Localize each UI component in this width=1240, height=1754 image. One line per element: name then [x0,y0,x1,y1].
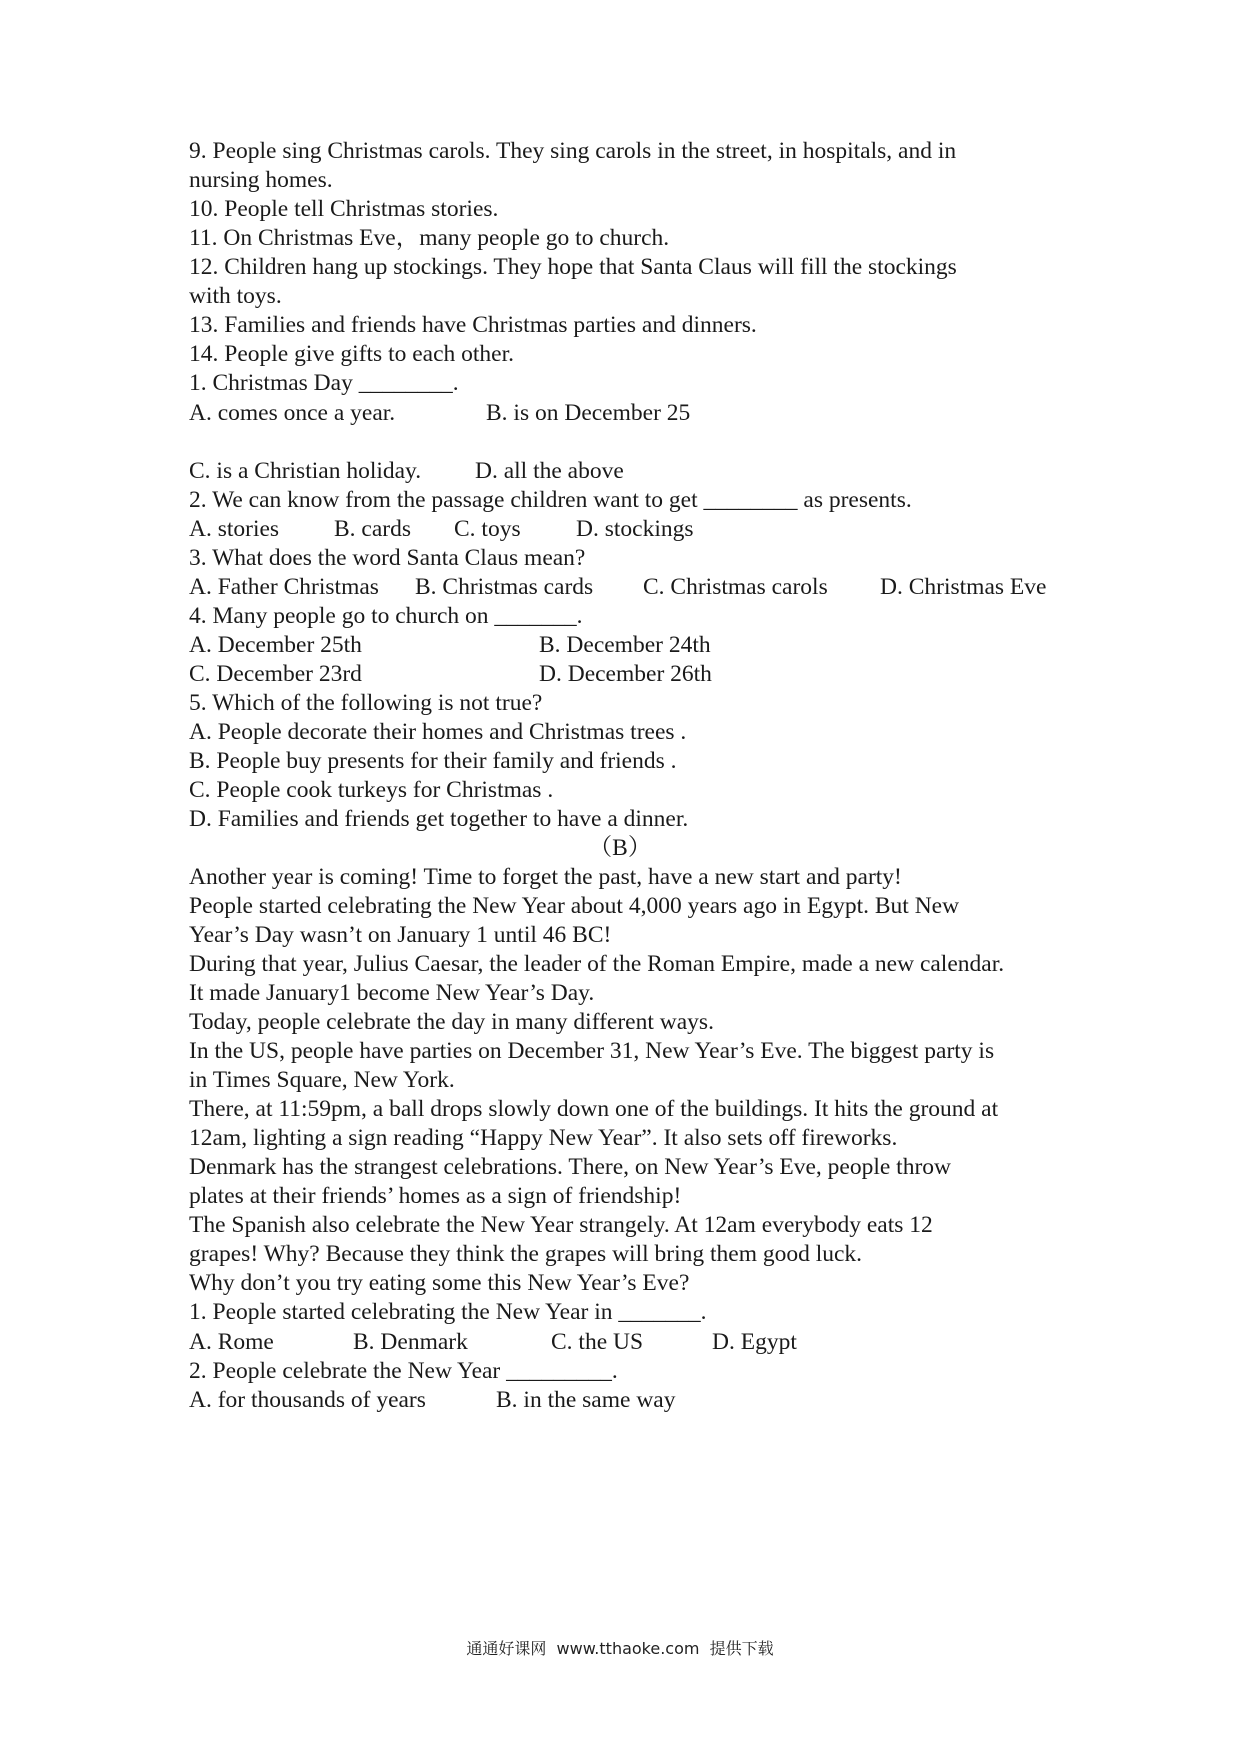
answer-option: A. Rome [189,1329,274,1355]
answer-option: D. Christmas Eve [880,574,1047,600]
passage-b-line: grapes! Why? Because they think the grapes will bring them good luck. [189,1241,863,1267]
question-stem: 5. Which of the following is not true? [189,690,543,716]
passage-b-line: It made January1 become New Year’s Day. [189,980,595,1006]
passage-a-line: 11. On Christmas Eve，many people go to church. [189,225,670,251]
passage-b-line: Today, people celebrate the day in many different ways. [189,1009,714,1035]
answer-option: C. toys [454,516,521,542]
answer-option: B. Christmas cards [415,574,594,600]
question-stem: 1. Christmas Day ________. [189,370,459,396]
answer-option: D. all the above [475,458,624,484]
answer-option: B. Denmark [353,1329,468,1355]
passage-b-line: People started celebrating the New Year about 4,000 years ago in Egypt. But New [189,893,960,919]
passage-a-line: 14. People give gifts to each other. [189,341,515,367]
section-b-heading: （B） [588,835,652,861]
passage-b-line: Year’s Day wasn’t on January 1 until 46 BC! [189,922,612,948]
answer-option: A. December 25th [189,632,362,658]
passage-a-line: 10. People tell Christmas stories. [189,196,499,222]
answer-option: C. Christmas carols [643,574,828,600]
passage-a-line: 9. People sing Christmas carols. They sing carols in the street, in hospitals, and in [189,138,957,164]
answer-option: A. stories [189,516,280,542]
question-stem: 4. Many people go to church on _______. [189,603,583,629]
question-stem: 3. What does the word Santa Claus mean? [189,545,586,571]
answer-option: D. December 26th [539,661,712,687]
answer-option: D. stockings [576,516,694,542]
answer-option: D. Egypt [712,1329,797,1355]
answer-option: B. December 24th [539,632,711,658]
answer-option: B. People buy presents for their family and friends . [189,748,677,774]
answer-option: C. the US [551,1329,644,1355]
passage-b-line: 12am, lighting a sign reading “Happy New Year”. It also sets off fireworks. [189,1125,898,1151]
answer-option: A. comes once a year. [189,400,396,426]
passage-a-line: 12. Children hang up stockings. They hope that Santa Claus will fill the stockings [189,254,957,280]
answer-option: A. People decorate their homes and Christmas trees . [189,719,687,745]
answer-option: B. cards [334,516,412,542]
passage-b-line: There, at 11:59pm, a ball drops slowly down one of the buildings. It hits the ground at [189,1096,999,1122]
passage-b-line: plates at their friends’ homes as a sign of friendship! [189,1183,682,1209]
passage-b-line: In the US, people have parties on December 31, New Year’s Eve. The biggest party is [189,1038,995,1064]
answer-option: A. for thousands of years [189,1387,426,1413]
passage-a-line: nursing homes. [189,167,333,193]
answer-option: C. is a Christian holiday. [189,458,422,484]
question-stem: 1. People started celebrating the New Year in _______. [189,1299,707,1325]
passage-b-line: Another year is coming! Time to forget the past, have a new start and party! [189,864,902,890]
answer-option: B. in the same way [496,1387,676,1413]
passage-a-line: 13. Families and friends have Christmas parties and dinners. [189,312,757,338]
passage-b-line: The Spanish also celebrate the New Year strangely. At 12am everybody eats 12 [189,1212,933,1238]
passage-a-line: with toys. [189,283,282,309]
answer-option: B. is on December 25 [486,400,691,426]
passage-b-line: in Times Square, New York. [189,1067,455,1093]
answer-option: D. Families and friends get together to have a dinner. [189,806,689,832]
passage-b-line: During that year, Julius Caesar, the leader of the Roman Empire, made a new calendar. [189,951,1005,977]
question-stem: 2. People celebrate the New Year _________. [189,1358,618,1384]
passage-b-line: Why don’t you try eating some this New Year’s Eve? [189,1270,690,1296]
page-footer: 通通好课网 www.tthaoke.com 提供下载 [466,1639,774,1658]
answer-option: C. People cook turkeys for Christmas . [189,777,554,803]
question-stem: 2. We can know from the passage children want to get ________ as presents. [189,487,912,513]
answer-option: C. December 23rd [189,661,362,687]
answer-option: A. Father Christmas [189,574,379,600]
passage-b-line: Denmark has the strangest celebrations. There, on New Year’s Eve, people throw [189,1154,952,1180]
